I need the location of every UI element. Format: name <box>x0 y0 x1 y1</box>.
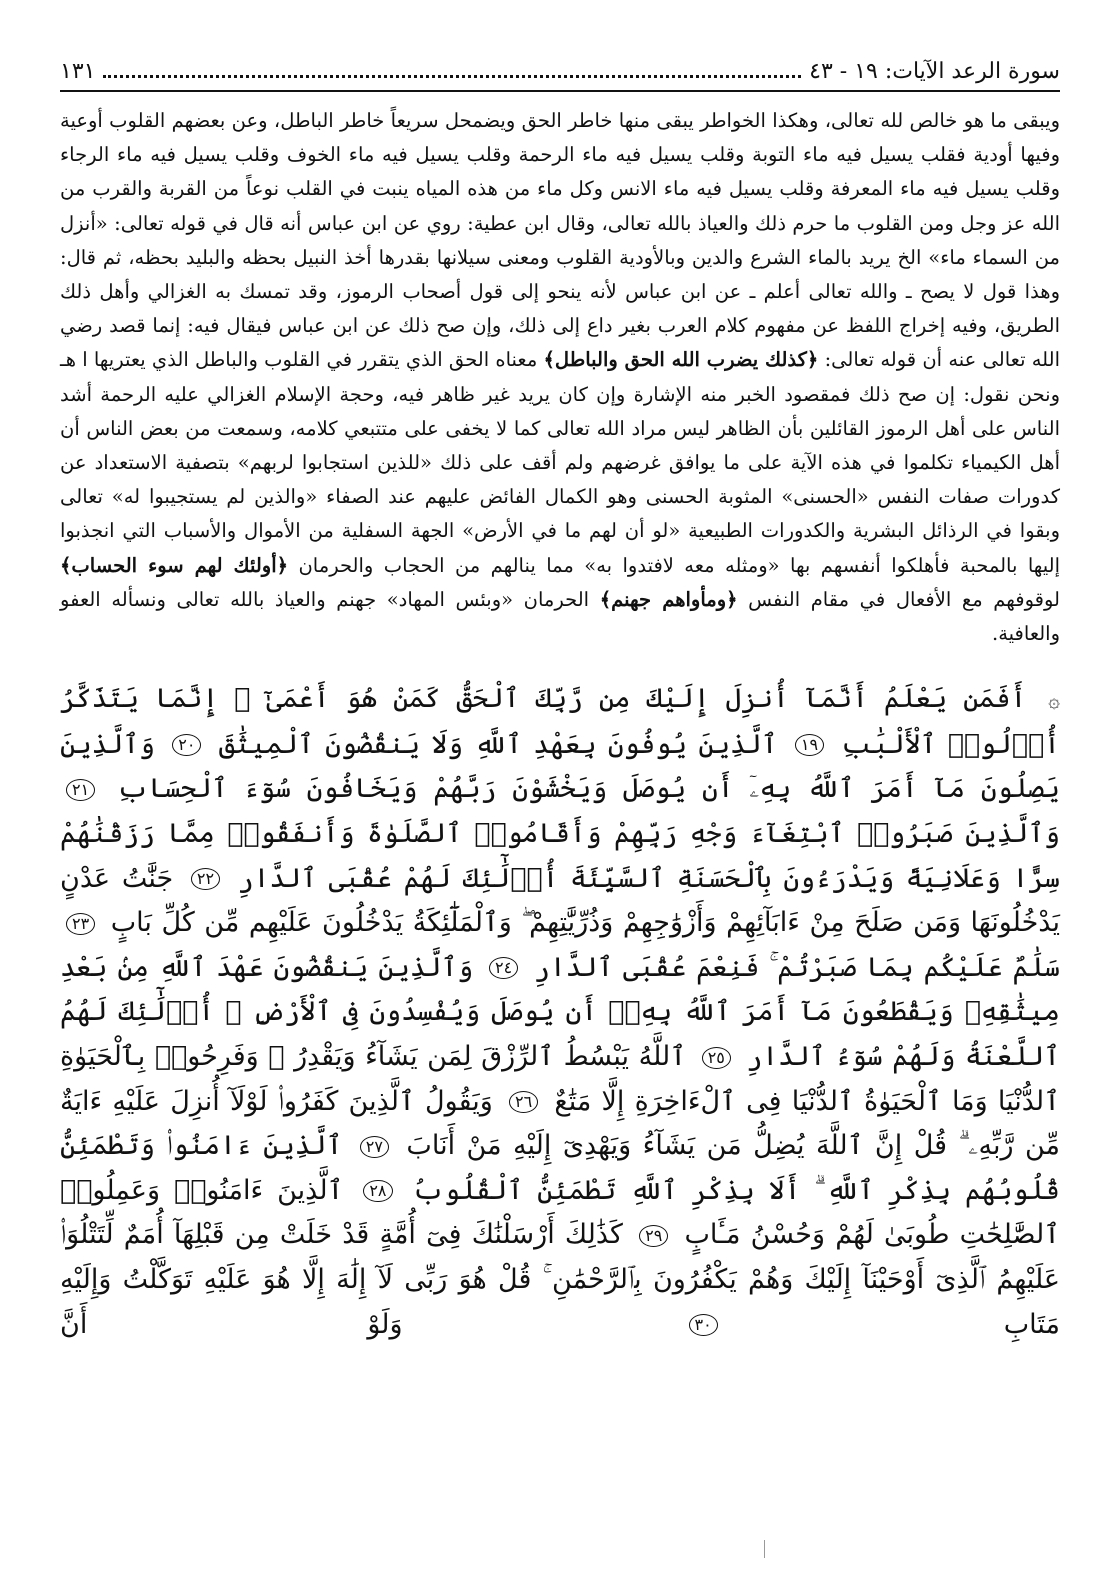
hizb-ornament-icon: ۞ <box>1048 688 1060 713</box>
header-title: سورة الرعد الآيات: ١٩ - ٤٣ <box>809 59 1060 84</box>
ayah-text: ٱلَّذِينَ ءَامَنُوا۟ وَتَطْمَئِنُّ قُلُوبُهُم بِذِكْرِ ٱللَّهِ ۗ أَلَا بِذِكْرِ ٱللَّهِ تَطْمَئِنُّ ٱلْقُلُوبُ <box>60 1130 1060 1206</box>
ayah-number-marker: ٢٨ <box>363 1180 392 1202</box>
ayah-text: وَٱلَّذِينَ يَنقُضُونَ عَهْدَ ٱللَّهِ مِنۢ بَعْدِ مِيثَٰقِهِۦ وَيَقْطَعُونَ مَآ أَمَرَ ٱللَّهُ بِهِۦٓ أَن يُوصَلَ وَيُفْسِدُونَ فِى ٱلْأَرْضِ ۙ أُو۟لَٰٓئِكَ لَهُمُ ٱللَّعْنَةُ وَلَهُمْ سُوٓءُ ٱلدَّارِ <box>60 951 1061 1072</box>
ayah-text: ٱلَّذِينَ ءَامَنُوا۟ وَعَمِلُوا۟ ٱلصَّٰلِحَٰتِ طُوبَىٰ لَهُمْ وَحُسْنُ مَـَٔابٍ <box>60 1174 1061 1251</box>
ayah-number-marker: ٢٤ <box>489 957 518 979</box>
ayah-number-marker: ٢٣ <box>66 913 95 935</box>
commentary-text <box>60 104 1060 651</box>
ayah-text: وَٱلَّذِينَ صَبَرُوا۟ ٱبْتِغَآءَ وَجْهِ رَبِّهِمْ وَأَقَامُوا۟ ٱلصَّلَوٰةَ وَأَنفَقُوا۟ مِمَّا رَزَقْنَٰهُمْ سِرًّا وَعَلَانِيَةً وَيَدْرَءُونَ بِٱلْحَسَنَةِ ٱلسَّيِّئَةَ أُو۟لَٰٓئِكَ لَهُمْ عُقْبَى ٱلدَّارِ <box>60 818 1060 894</box>
commentary-part-1: ويبقى ما هو خالص لله تعالى، وهكذا الخواطر يبقى منها خاطر الحق ويضمحل سريعاً خاطر الباطل، وعن بعضهم القلوب أوعية وفيها أودية فقلب يسيل فيه ماء التوبة وقلب يسيل فيه ماء الرحمة وقلب يسيل فيه ماء الخوف وقلب يسيل فيه ماء الرجاء وقلب يسيل فيه ماء المعرفة وقلب يسيل فيه ماء الانس وكل ماء من هذه المياه ينبت في القلب نوعاً من القربة والقرب من الله عز وجل ومن القلوب ما حرم ذلك والعياذ بالله تعالى، وقال ابن عطية: روي عن ابن عباس أنه قال في قوله تعالى: «أنزل من السماء ماء» الخ يريد بالماء الشرع والدين وبالأودية القلوب ومعنى سيلانها بقدرها أخذ النبيل بحظه والبليد بحظه، ثم قال: وهذا قول لا يصح ـ والله تعالى أعلم ـ عن ابن عباس لأنه ينحو إلى قول أصحاب الرموز، وقد تمسك به الغزالي وأهل ذلك الطريق، وفيه إخراج اللفظ عن مفهوم كلام العرب بغير داع إلى ذلك، وإن صح ذلك عن ابن عباس فيقال فيه: إنما قصد رضي الله تعالى عنه أن قوله تعالى: <box>60 109 1060 372</box>
commentary-part-4: الحرمان «وبئس المهاد» جهنم والعياذ بالله تعالى ونسأله العفو والعافية. <box>60 587 1060 646</box>
ayah-number-marker: ٢١ <box>66 779 95 801</box>
ayah-text: سَلَٰمٌ عَلَيْكُم بِمَا صَبَرْتُمْ ۚ فَنِعْمَ عُقْبَى ٱلدَّارِ <box>534 951 1060 983</box>
ayah-text: جَنَّٰتُ عَدْنٍ يَدْخُلُونَهَا وَمَن صَلَحَ مِنْ ءَابَآئِهِمْ وَأَزْوَٰجِهِمْ وَذُرِّيَّٰتِهِمْ ۖ وَٱلْمَلَٰٓئِكَةُ يَدْخُلُونَ عَلَيْهِم مِّن كُلِّ بَابٍ <box>60 862 1060 939</box>
page-number: ١٣١ <box>60 59 96 84</box>
running-header <box>60 52 1060 92</box>
ayah-number-marker: ١٩ <box>795 734 824 756</box>
ayah-number-marker: ٢٢ <box>191 868 220 890</box>
commentary-part-2: معناه الحق الذي يتقرر في القلوب والباطل الذي يعتريها ا هـ ونحن نقول: إن صح ذلك فمقصود الخبر منه الإشارة وإن كان يريد غير ظاهر فيه، وحجة الإسلام الغزالي عليه الرحمة أشد الناس على أهل الرموز القائلين بأن الظاهر ليس مراد الله تعالى كما لا يخفى على متتبعي كلامه، وسمعت من بعض الناس أن أهل الكيمياء تكلموا في هذه الآية على ما يوافق غرضهم ولم أقف على ذلك «للذين استجابوا لربهم» بتصفية الاستعداد عن كدورات صفات النفس «الحسنى» المثوبة الحسنى وهو الكمال الفائض عليهم عند الصفاء «والذين لم يستجيبوا له» تعالى وبقوا في الرذائل البشرية والكدورات الطبيعية «لو أن لهم ما في الأرض» الجهة السفلية من الأموال والأسباب التي انجذبوا إليها بالمحبة فأهلكوا أنفسهم بها «ومثله معه لافتدوا به» مما ينالهم من الحجاب والحرمان <box>60 348 1060 577</box>
ayah-text: ٱلَّذِينَ يُوفُونَ بِعَهْدِ ٱللَّهِ وَلَا يَنقُضُونَ ٱلْمِيثَٰقَ <box>218 728 778 760</box>
ayah-text: وَلَوْ أَنَّ <box>60 1308 403 1340</box>
ayah-number-marker: ٢٦ <box>509 1091 538 1113</box>
commentary-quote-1: ﴿كذلك يضرب الله الحق والباطل﴾ <box>543 348 819 372</box>
header-leader-dots <box>103 75 801 78</box>
ayah-number-marker: ٣٠ <box>689 1314 718 1336</box>
ayah-text: أَفَمَن يَعْلَمُ أَنَّمَآ أُنزِلَ إِلَيْكَ مِن رَّبِّكَ ٱلْحَقُّ كَمَنْ هُوَ أَعْمَىٰٓ ۚ إِنَّمَا يَتَذَكَّرُ أُو۟لُوا۟ ٱلْأَلْبَٰبِ <box>60 683 1060 760</box>
ayah-number-marker: ٢٥ <box>702 1047 731 1069</box>
ayah-text: ٱللَّهُ يَبْسُطُ ٱلرِّزْقَ لِمَن يَشَآءُ وَيَقْدِرُ ۚ وَفَرِحُوا۟ بِٱلْحَيَوٰةِ ٱلدُّنْيَا وَمَا ٱلْحَيَوٰةُ ٱلدُّنْيَا فِى ٱلْءَاخِرَةِ إِلَّا مَتَٰعٌ <box>60 1041 1060 1117</box>
commentary-quote-2: ﴿أولئك لهم سوء الحساب﴾ <box>60 553 289 577</box>
commentary-part-3: لوقوفهم مع الأفعال في مقام النفس <box>737 587 1060 611</box>
commentary-quote-3: ﴿ومأواهم جهنم﴾ <box>599 587 738 611</box>
page-bottom-mark <box>764 1540 765 1558</box>
ayah-number-marker: ٢٠ <box>172 734 201 756</box>
ayah-number-marker: ٢٧ <box>360 1136 389 1158</box>
quran-text <box>60 677 1060 1347</box>
ayah-text: وَيَقُولُ ٱلَّذِينَ كَفَرُوا۟ لَوْلَآ أُنزِلَ عَلَيْهِ ءَايَةٌ مِّن رَّبِّهِۦ ۗ قُلْ إِنَّ ٱللَّهَ يُضِلُّ مَن يَشَآءُ وَيَهْدِىٓ إِلَيْهِ مَنْ أَنَابَ <box>60 1085 1060 1162</box>
section-gap <box>60 651 1060 677</box>
ayah-text: كَذَٰلِكَ أَرْسَلْنَٰكَ فِىٓ أُمَّةٍ قَدْ خَلَتْ مِن قَبْلِهَآ أُمَمٌ لِّتَتْلُوَا۟ عَلَيْهِمُ ٱلَّذِىٓ أَوْحَيْنَآ إِلَيْكَ وَهُمْ يَكْفُرُونَ بِٱلرَّحْمَٰنِ ۚ قُلْ هُوَ رَبِّى لَآ إِلَٰهَ إِلَّا هُوَ عَلَيْهِ تَوَكَّلْتُ وَإِلَيْهِ مَتَابِ <box>60 1219 1060 1340</box>
ayah-number-marker: ٢٩ <box>639 1225 668 1247</box>
page <box>60 52 1060 1347</box>
ayah-text: وَٱلَّذِينَ يَصِلُونَ مَآ أَمَرَ ٱللَّهُ بِهِۦٓ أَن يُوصَلَ وَيَخْشَوْنَ رَبَّهُمْ وَيَخَافُونَ سُوٓءَ ٱلْحِسَابِ <box>60 728 1060 805</box>
